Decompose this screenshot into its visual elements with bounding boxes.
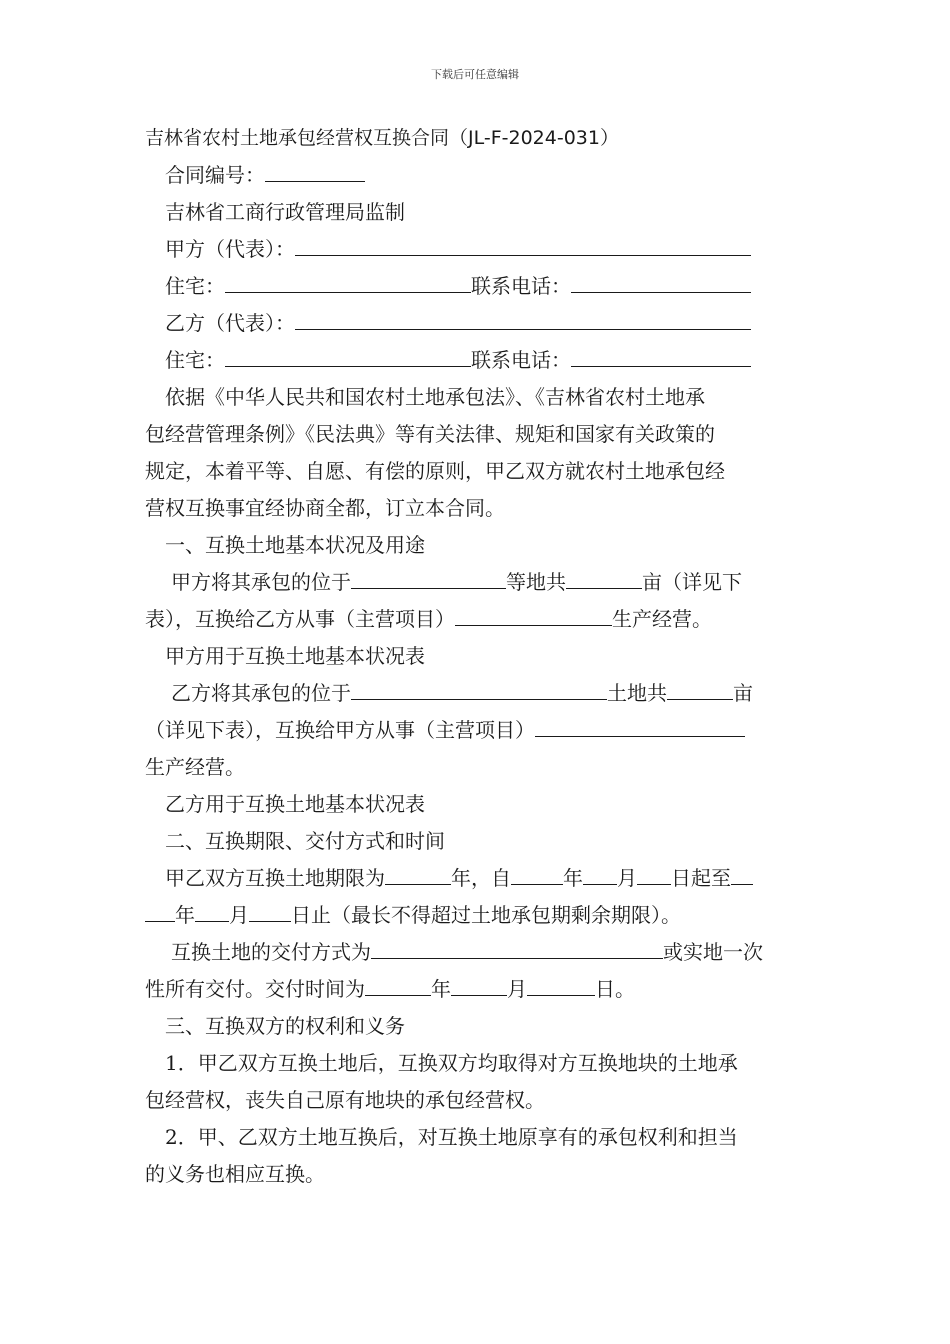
clause-text: 年 <box>563 866 583 890</box>
clause-text: 亩 <box>733 681 753 705</box>
clause-line <box>145 971 810 1008</box>
party-a-line <box>145 231 810 268</box>
document-body <box>145 120 810 1193</box>
intro-line: 依据《中华人民共和国农村土地承包法》、《吉林省农村土地承 <box>165 385 705 409</box>
clause-line: 生产经营。 <box>145 755 245 779</box>
clause-line: 包经营权，丧失自己原有地块的承包经营权。 <box>145 1088 545 1112</box>
clause-line <box>145 897 810 934</box>
contract-number-line <box>145 157 810 194</box>
document-title: 吉林省农村土地承包经营权互换合同（JL-F-2024-031） <box>145 127 619 149</box>
intro-line: 包经营管理条例》《民法典》等有关法律、规矩和国家有关政策的 <box>145 422 715 446</box>
clause-text: 年，自 <box>451 866 511 890</box>
clause-text: 日。 <box>595 977 635 1001</box>
clause-line <box>145 860 810 897</box>
area-blank <box>566 565 642 589</box>
party-b-line <box>145 305 810 342</box>
clause-line <box>145 712 810 749</box>
clause-text: 月 <box>617 866 637 890</box>
month-blank <box>195 898 229 922</box>
clause-line: 2．甲、乙双方土地互换后，对互换土地原享有的承包权利和担当 <box>165 1125 738 1149</box>
clause-text: 日起至 <box>671 866 731 890</box>
section-heading: 二、互换期限、交付方式和时间 <box>165 829 445 853</box>
section-heading: 一、互换土地基本状况及用途 <box>165 533 425 557</box>
table-caption: 甲方用于互换土地基本状况表 <box>165 644 425 668</box>
location-blank <box>351 565 506 589</box>
clause-text: 年 <box>175 903 195 927</box>
party-b-label: 乙方（代表）： <box>165 311 295 335</box>
project-blank <box>535 713 745 737</box>
party-a-contact-line <box>145 268 810 305</box>
phone-blank <box>571 343 751 367</box>
project-blank <box>455 602 612 626</box>
location-blank <box>351 676 607 700</box>
month-blank <box>451 972 507 996</box>
clause-text: 日止（最长不得超过土地承包期剩余期限）。 <box>291 903 681 927</box>
party-a-blank <box>295 232 751 256</box>
intro-line: 规定，本着平等、自愿、有偿的原则，甲乙双方就农村土地承包经 <box>145 459 725 483</box>
year-blank <box>731 861 753 885</box>
clause-text: 月 <box>507 977 527 1001</box>
phone-label: 联系电话： <box>471 348 571 372</box>
clause-text: 生产经营。 <box>612 607 712 631</box>
address-label: 住宅： <box>165 348 225 372</box>
intro-line: 营权互换事宜经协商全都，订立本合同。 <box>145 496 505 520</box>
clause-text: 甲乙双方互换土地期限为 <box>165 866 385 890</box>
clause-line: 1．甲乙双方互换土地后，互换双方均取得对方互换地块的土地承 <box>165 1051 738 1075</box>
phone-label: 联系电话： <box>471 274 571 298</box>
clause-line: 的义务也相应互换。 <box>145 1162 325 1186</box>
phone-blank <box>571 269 751 293</box>
clause-line <box>145 675 810 712</box>
month-blank <box>583 861 617 885</box>
page-header: 下载后可任意编辑 <box>431 68 519 81</box>
clause-text: 等地共 <box>506 570 566 594</box>
section-heading: 三、互换双方的权利和义务 <box>165 1014 405 1038</box>
contract-number-label: 合同编号： <box>165 163 265 187</box>
day-blank <box>637 861 671 885</box>
year-blank <box>145 898 175 922</box>
address-blank <box>225 343 471 367</box>
clause-text: 亩（详见下 <box>642 570 742 594</box>
clause-line <box>145 934 810 971</box>
address-blank <box>225 269 471 293</box>
year-blank <box>365 972 431 996</box>
delivery-method-blank <box>371 935 663 959</box>
party-a-label: 甲方（代表）： <box>165 237 295 261</box>
clause-text: 年 <box>431 977 451 1001</box>
clause-text: （详见下表），互换给甲方从事（主营项目） <box>145 718 535 742</box>
clause-text: 土地共 <box>607 681 667 705</box>
day-blank <box>249 898 291 922</box>
year-blank <box>511 861 563 885</box>
area-blank <box>667 676 733 700</box>
supervisor-line: 吉林省工商行政管理局监制 <box>165 200 405 224</box>
clause-text: 性所有交付。交付时间为 <box>145 977 365 1001</box>
clause-text: 乙方将其承包的位于 <box>171 681 351 705</box>
clause-text: 互换土地的交付方式为 <box>171 940 371 964</box>
clause-text: 或实地一次 <box>663 940 763 964</box>
clause-line <box>145 601 810 638</box>
clause-text: 甲方将其承包的位于 <box>171 570 351 594</box>
party-b-contact-line <box>145 342 810 379</box>
party-b-blank <box>295 306 751 330</box>
clause-text: 月 <box>229 903 249 927</box>
clause-line <box>145 564 810 601</box>
contract-number-blank <box>265 158 365 182</box>
table-caption: 乙方用于互换土地基本状况表 <box>165 792 425 816</box>
years-blank <box>385 861 451 885</box>
address-label: 住宅： <box>165 274 225 298</box>
day-blank <box>527 972 595 996</box>
clause-text: 表），互换给乙方从事（主营项目） <box>145 607 455 631</box>
